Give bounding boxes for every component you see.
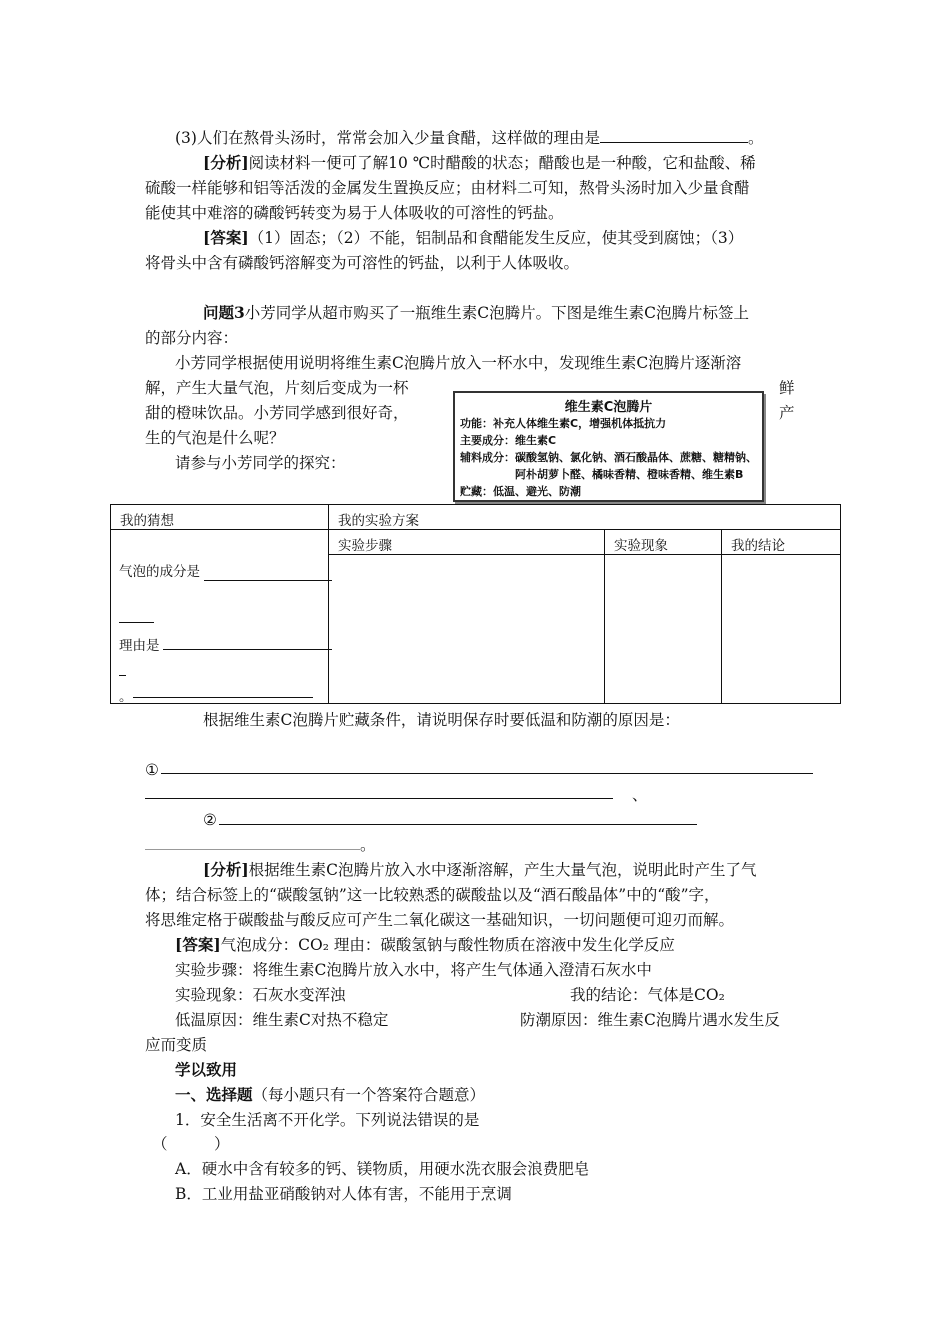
label-title: 维生素C泡腾片 (564, 400, 653, 415)
storage-question: 根据维生素C泡腾片贮藏条件，请说明保存时要低温和防潮的原因是： (203, 711, 680, 729)
label-excipients: 辅料成分：碳酸氢钠、氯化钠、酒石酸晶体、蔗糖、糖精钠、 (460, 451, 757, 464)
header-phenomenon: 实验现象 (614, 538, 668, 554)
guess-gas-label: 气泡的成分是 (119, 564, 200, 580)
guess-reason-label: 理由是 (119, 638, 160, 654)
header-guess-cell (110, 504, 329, 530)
answer-3-low-temp: 低温原因：维生素C对热不稳定 (175, 1011, 389, 1029)
analysis-3-line-3: 将思维定格于碳酸盐与酸反应可产生二氧化碳这一基础知识，一切问题便可迎刃而解。 (145, 911, 735, 929)
problem-3-para-1: 小芳同学根据使用说明将维生素C泡腾片放入一杯水中，发现维生素C泡腾片逐渐溶 (175, 354, 742, 372)
choice-question-1: 1．安全生活离不开化学。下列说法错误的是 (175, 1111, 480, 1129)
question-3-line: (3)人们在熬骨头汤时，常常会加入少量食醋，这样做的理由是 。 (175, 129, 764, 147)
inquiry-table (110, 504, 841, 704)
answer-1-line-1: [答案]（1）固态；（2）不能，铝制品和食醋能发生反应，使其受到腐蚀；（3） (203, 228, 744, 247)
header-guess: 我的猜想 (120, 513, 174, 529)
analysis-3-tag: [分析] (203, 860, 249, 879)
analysis-tag: [分析] (203, 153, 249, 172)
reason-1-blank-2[interactable] (145, 798, 613, 799)
question-3-text: (3)人们在熬骨头汤时，常常会加入少量食醋，这样做的理由是 (175, 129, 600, 147)
header-steps: 实验步骤 (338, 538, 392, 554)
reason-end: 。 (360, 836, 376, 854)
reason-1-mark: ① (145, 761, 159, 779)
answer-3-steps: 实验步骤：将维生素C泡腾片放入水中，将产生气体通入澄清石灰水中 (175, 961, 652, 979)
reason-separator: 、 (632, 786, 648, 804)
header-plan-cell (328, 504, 841, 530)
answer-3-moisture-2: 应而变质 (145, 1036, 208, 1054)
problem-3-title: 问题3 (203, 303, 245, 322)
problem-3-para-3a: 甜的橙味饮品。小芳同学感到很好奇， (145, 404, 409, 422)
guess-reason-blank-3[interactable] (133, 697, 313, 698)
header-conclusion: 我的结论 (731, 538, 785, 554)
header-steps-cell (328, 529, 605, 555)
guess-reason-blank[interactable] (163, 635, 332, 650)
steps-cell[interactable] (328, 554, 605, 704)
header-phenomenon-cell (604, 529, 722, 555)
guess-end: 。 (119, 689, 133, 705)
answer-3-phenomenon: 实验现象：石灰水变浑浊 (175, 986, 346, 1004)
problem-3-para-5: 请参与小芳同学的探究： (175, 454, 346, 472)
choice-answer-paren[interactable]: （ ） (152, 1135, 230, 1153)
problem-3-para-2b: 鲜 (779, 379, 795, 397)
option-b: B．工业用盐亚硝酸钠对人体有害，不能用于烹调 (175, 1185, 512, 1203)
phenomenon-cell[interactable] (604, 554, 722, 704)
reason-2-blank-2[interactable] (145, 849, 360, 850)
guess-cell[interactable] (110, 529, 329, 704)
reason-2-mark: ② (203, 811, 217, 829)
problem-3-intro-2: 的部分内容： (145, 329, 239, 347)
option-a: A．硬水中含有较多的钙、镁物质，用硬水洗衣服会浪费肥皂 (175, 1160, 590, 1178)
analysis-1-line-2: 硫酸一样能够和铝等活泼的金属发生置换反应；由材料二可知，熬骨头汤时加入少量食醋 (145, 179, 750, 197)
header-plan: 我的实验方案 (338, 513, 419, 529)
answer-3-moisture: 防潮原因：维生素C泡腾片遇水发生反 (520, 1011, 780, 1029)
problem-3-intro: 问题3小芳同学从超市购买了一瓶维生素C泡腾片。下图是维生素C泡腾片标签上 (203, 303, 750, 322)
header-conclusion-cell (721, 529, 841, 555)
answer-3-gas: [答案]气泡成分：CO₂ 理由：碳酸氢钠与酸性物质在溶液中发生化学反应 (175, 935, 675, 954)
label-excipients-2: 阿朴胡萝卜醛、橘味香精、橙味香精、维生素B (515, 468, 744, 481)
label-main-ingredient: 主要成分：维生素C (460, 434, 557, 447)
reason-1-blank[interactable] (161, 773, 813, 774)
guess-gas-blank[interactable] (204, 566, 332, 581)
guess-reason-blank-2[interactable] (119, 661, 126, 676)
problem-3-para-4: 生的气泡是什么呢？ (145, 429, 285, 447)
answer-1-line-2: 将骨头中含有磷酸钙溶解变为可溶性的钙盐，以利于人体吸收。 (145, 254, 580, 272)
analysis-1-line-3: 能使其中难溶的磷酸钙转变为易于人体吸收的可溶性的钙盐。 (145, 204, 564, 222)
question-type: 一、选择题（每小题只有一个答案符合题意） (175, 1085, 486, 1104)
label-function: 功能：补充人体维生素C，增强机体抵抗力 (460, 417, 667, 430)
answer-3-conclusion: 我的结论：气体是CO₂ (570, 986, 725, 1004)
guess-gas-blank-2[interactable] (119, 608, 154, 623)
problem-3-para-3b: 产 (779, 404, 795, 422)
analysis-1-line-1: [分析]阅读材料一便可了解10 ℃时醋酸的状态；醋酸也是一种酸，它和盐酸、稀 (203, 153, 756, 172)
analysis-3-line-1: [分析]根据维生素C泡腾片放入水中逐渐溶解，产生大量气泡，说明此时产生了气 (203, 860, 757, 879)
problem-3-para-2a: 解，产生大量气泡，片刻后变成为一杯 (145, 379, 409, 397)
answer-blank[interactable] (600, 128, 748, 143)
reason-2-blank[interactable] (219, 824, 697, 825)
answer-tag: [答案] (203, 228, 249, 247)
analysis-3-line-2: 体；结合标签上的“碳酸氢钠”这一比较熟悉的碳酸盐以及“酒石酸晶体”中的“酸”字， (145, 886, 720, 904)
conclusion-cell[interactable] (721, 554, 841, 704)
answer-3-tag: [答案] (175, 935, 221, 954)
label-storage: 贮藏：低温、避光、防潮 (460, 485, 581, 498)
vitamin-c-label (453, 391, 764, 502)
section-title: 学以致用 (175, 1060, 238, 1079)
